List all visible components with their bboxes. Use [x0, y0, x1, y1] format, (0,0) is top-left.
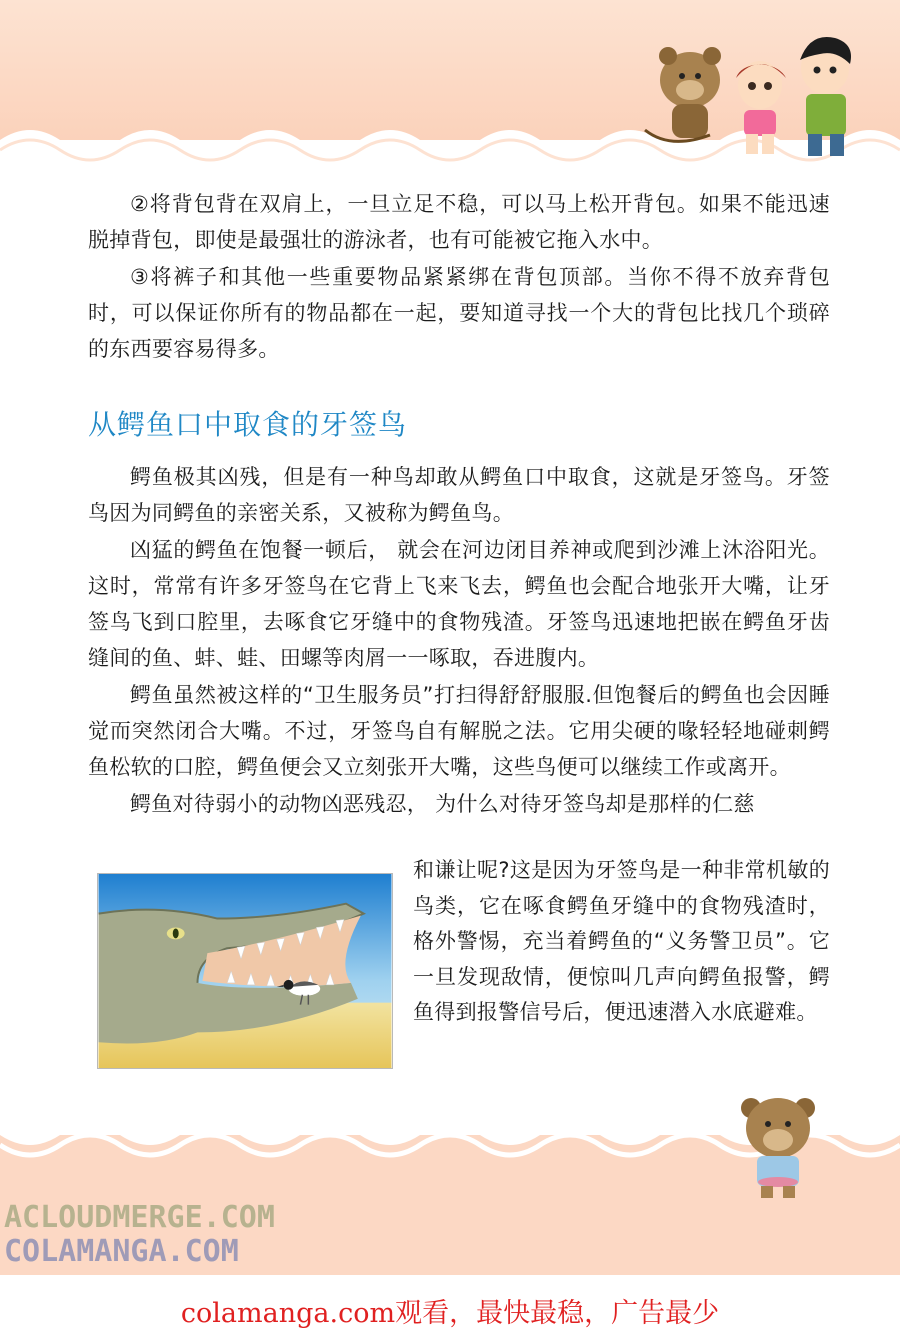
watermark-acloudmerge: ACLOUDMERGE.COM — [4, 1200, 275, 1235]
bear-cartoon-icon — [645, 47, 721, 141]
crocodile-illustration — [97, 873, 393, 1069]
watermark-colamanga: COLAMANGA.COM — [4, 1234, 239, 1269]
lower-text-block — [88, 459, 830, 822]
paragraph-tie-items: ③将裤子和其他一些重要物品紧紧绑在背包顶部。当你不得不放弃背包时，可以保证你所有的物品都在一起，要知道寻找一个大的背包比找几个琐碎的东西要容易得多。 — [88, 264, 830, 362]
paragraph-feeding: 凶猛的鳄鱼在饱餐一顿后， 就会在河边闭目养神或爬到沙滩上沐浴阳光。这时，常常有许多牙签鸟在它背上飞来飞去，鳄鱼也会配合地张开大嘴，让牙签鸟飞到口腔里，去啄食它牙缝中的食物残渣。牙签鸟迅速地把嵌在鳄鱼牙齿缝间的鱼、蚌、蛙、田螺等肉屑一一啄取，吞进腹内。 — [88, 537, 830, 671]
paragraph-guard: 和谦让呢?这是因为牙签鸟是一种非常机敏的鸟类，它在啄食鳄鱼牙缝中的食物残渣时，格外警惕，充当着鳄鱼的“义务警卫员”。它一旦发现敌情，便惊叫几声向鳄鱼报警，鳄鱼得到报警信号后，便迅速潜入水底避难。 — [413, 858, 830, 1025]
paragraph-question: 鳄鱼对待弱小的动物凶恶残忍， 为什么对待牙签鸟却是那样的仁慈 — [130, 791, 755, 816]
upper-text-block — [88, 186, 830, 367]
bear-cartoon-bottom — [735, 1090, 825, 1200]
boy-cartoon-icon — [800, 37, 851, 156]
ad-banner-link[interactable]: colamanga.com观看，最快最稳，广告最少 — [180, 1298, 720, 1329]
paragraph-intro: 鳄鱼极其凶残，但是有一种鸟却敢从鳄鱼口中取食，这就是牙签鸟。牙签鸟因为同鳄鱼的亲密关系，又被称为鳄鱼鸟。 — [88, 465, 830, 526]
bear-cartoon-icon — [741, 1098, 815, 1198]
section-heading: 从鳄鱼口中取食的牙签鸟 — [88, 408, 408, 441]
paragraph-cleaning: 鳄鱼虽然被这样的“卫生服务员”打扫得舒舒服服.但饱餐后的鳄鱼也会因睡觉而突然闭合大嘴。不过，牙签鸟自有解脱之法。它用尖硬的喙轻轻地碰刺鳄鱼松软的口腔，鳄鱼便会又立刻张开大嘴，这些鸟便可以继续工作或离开。 — [88, 682, 830, 780]
cartoon-characters-top — [640, 30, 880, 158]
paragraph-backpack-shoulders: ②将背包背在双肩上，一旦立足不稳，可以马上松开背包。如果不能迅速脱掉背包，即使是最强壮的游泳者，也有可能被它拖入水中。 — [88, 192, 830, 253]
girl-cartoon-icon — [736, 61, 786, 154]
